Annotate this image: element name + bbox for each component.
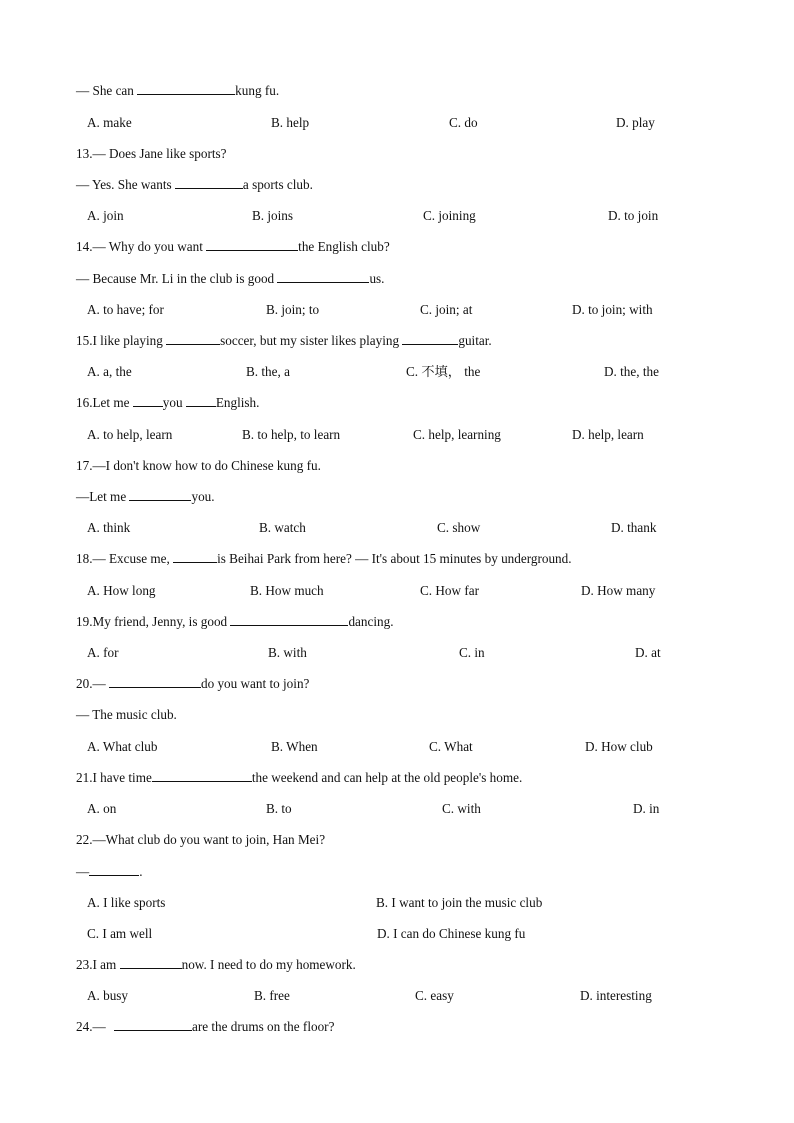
q14-line-2: — Because Mr. Li in the club is good us.: [76, 271, 385, 286]
q23-option-d[interactable]: D. interesting: [580, 988, 652, 1003]
q15-line: 15.I like playing soccer, but my sister likes playing guitar.: [76, 333, 492, 348]
answer-blank[interactable]: [120, 957, 182, 969]
q20-line: 20.— do you want to join?: [76, 676, 310, 691]
q13-option-b[interactable]: B. joins: [252, 208, 294, 223]
q16-option-a[interactable]: A. to help, learn: [87, 427, 173, 442]
q19-option-c[interactable]: C. in: [459, 645, 485, 660]
q12-option-c[interactable]: C. do: [449, 115, 478, 130]
q15-option-d[interactable]: D. the, the: [604, 364, 659, 379]
q16-option-d[interactable]: D. help, learn: [572, 427, 644, 442]
q18-option-b[interactable]: B. How much: [250, 583, 324, 598]
q15-option-a[interactable]: A. a, the: [87, 364, 132, 379]
q13-line: — Yes. She wants a sports club.: [76, 177, 313, 192]
q19-option-b[interactable]: B. with: [268, 645, 307, 660]
q18-line: 18.— Excuse me, is Beihai Park from here? — It's about 15 minutes by underground.: [76, 551, 572, 566]
q24-line: 24.— are the drums on the floor?: [76, 1019, 335, 1034]
answer-blank[interactable]: [129, 489, 191, 501]
q15-option-b[interactable]: B. the, a: [246, 364, 290, 379]
answer-blank[interactable]: [206, 239, 298, 251]
q17-line: —Let me you.: [76, 489, 215, 504]
q12-line: — She can kung fu.: [76, 83, 280, 98]
q17-option-c[interactable]: C. show: [437, 520, 481, 535]
q14-option-d[interactable]: D. to join; with: [572, 302, 653, 317]
q12-option-a[interactable]: A. make: [87, 115, 132, 130]
q21-option-a[interactable]: A. on: [87, 801, 117, 816]
q20-answer-line: — The music club.: [76, 707, 177, 722]
q17-question: 17.—I don't know how to do Chinese kung fu.: [76, 458, 321, 473]
q13-option-c[interactable]: C. joining: [423, 208, 476, 223]
q20-option-a[interactable]: A. What club: [87, 739, 158, 754]
q20-option-c[interactable]: C. What: [429, 739, 473, 754]
q13-question: 13.— Does Jane like sports?: [76, 146, 227, 161]
q19-option-d[interactable]: D. at: [635, 645, 661, 660]
q17-option-b[interactable]: B. watch: [259, 520, 306, 535]
q12-option-b[interactable]: B. help: [271, 115, 310, 130]
q22-option-b[interactable]: B. I want to join the music club: [376, 895, 543, 910]
q22-option-c[interactable]: C. I am well: [87, 926, 153, 941]
q22-question: 22.—What club do you want to join, Han Mei?: [76, 832, 326, 847]
q23-option-c[interactable]: C. easy: [415, 988, 454, 1003]
q18-option-a[interactable]: A. How long: [87, 583, 156, 598]
q19-option-a[interactable]: A. for: [87, 645, 119, 660]
q15-option-c[interactable]: C. 不填， the: [406, 364, 481, 379]
q21-option-b[interactable]: B. to: [266, 801, 292, 816]
answer-blank[interactable]: [152, 770, 252, 782]
q19-line: 19.My friend, Jenny, is good dancing.: [76, 614, 394, 629]
answer-blank[interactable]: [109, 676, 201, 688]
q16-option-b[interactable]: B. to help, to learn: [242, 427, 341, 442]
q17-option-a[interactable]: A. think: [87, 520, 131, 535]
answer-blank[interactable]: [175, 177, 243, 189]
answer-blank[interactable]: [230, 614, 348, 626]
q21-option-d[interactable]: D. in: [633, 801, 660, 816]
answer-blank[interactable]: [133, 395, 163, 407]
q13-option-d[interactable]: D. to join: [608, 208, 659, 223]
answer-blank[interactable]: [402, 333, 458, 345]
q16-option-c[interactable]: C. help, learning: [413, 427, 501, 442]
q22-option-d[interactable]: D. I can do Chinese kung fu: [377, 926, 526, 941]
q13-option-a[interactable]: A. join: [87, 208, 124, 223]
q21-option-c[interactable]: C. with: [442, 801, 481, 816]
q20-option-b[interactable]: B. When: [271, 739, 318, 754]
answer-blank[interactable]: [137, 83, 235, 95]
q22-line: — .: [76, 864, 143, 879]
q18-option-c[interactable]: C. How far: [420, 583, 479, 598]
q20-option-d[interactable]: D. How club: [585, 739, 653, 754]
q14-option-b[interactable]: B. join; to: [266, 302, 320, 317]
q14-line-1: 14.— Why do you want the English club?: [76, 239, 390, 254]
q14-option-a[interactable]: A. to have; for: [87, 302, 164, 317]
q17-option-d[interactable]: D. thank: [611, 520, 657, 535]
q22-option-a[interactable]: A. I like sports: [87, 895, 166, 910]
answer-blank[interactable]: [89, 864, 139, 876]
q21-line: 21.I have time the weekend and can help at the old people's home.: [76, 770, 523, 785]
q14-option-c[interactable]: C. join; at: [420, 302, 473, 317]
q23-option-a[interactable]: A. busy: [87, 988, 129, 1003]
answer-blank[interactable]: [173, 551, 217, 563]
answer-blank[interactable]: [186, 395, 216, 407]
q18-option-d[interactable]: D. How many: [581, 583, 656, 598]
answer-blank[interactable]: [277, 271, 369, 283]
answer-blank[interactable]: [166, 333, 220, 345]
answer-blank[interactable]: [114, 1019, 192, 1031]
q23-option-b[interactable]: B. free: [254, 988, 290, 1003]
q12-option-d[interactable]: D. play: [616, 115, 655, 130]
q23-line: 23.I am now. I need to do my homework.: [76, 957, 356, 972]
q16-line: 16.Let me you English.: [76, 395, 260, 410]
